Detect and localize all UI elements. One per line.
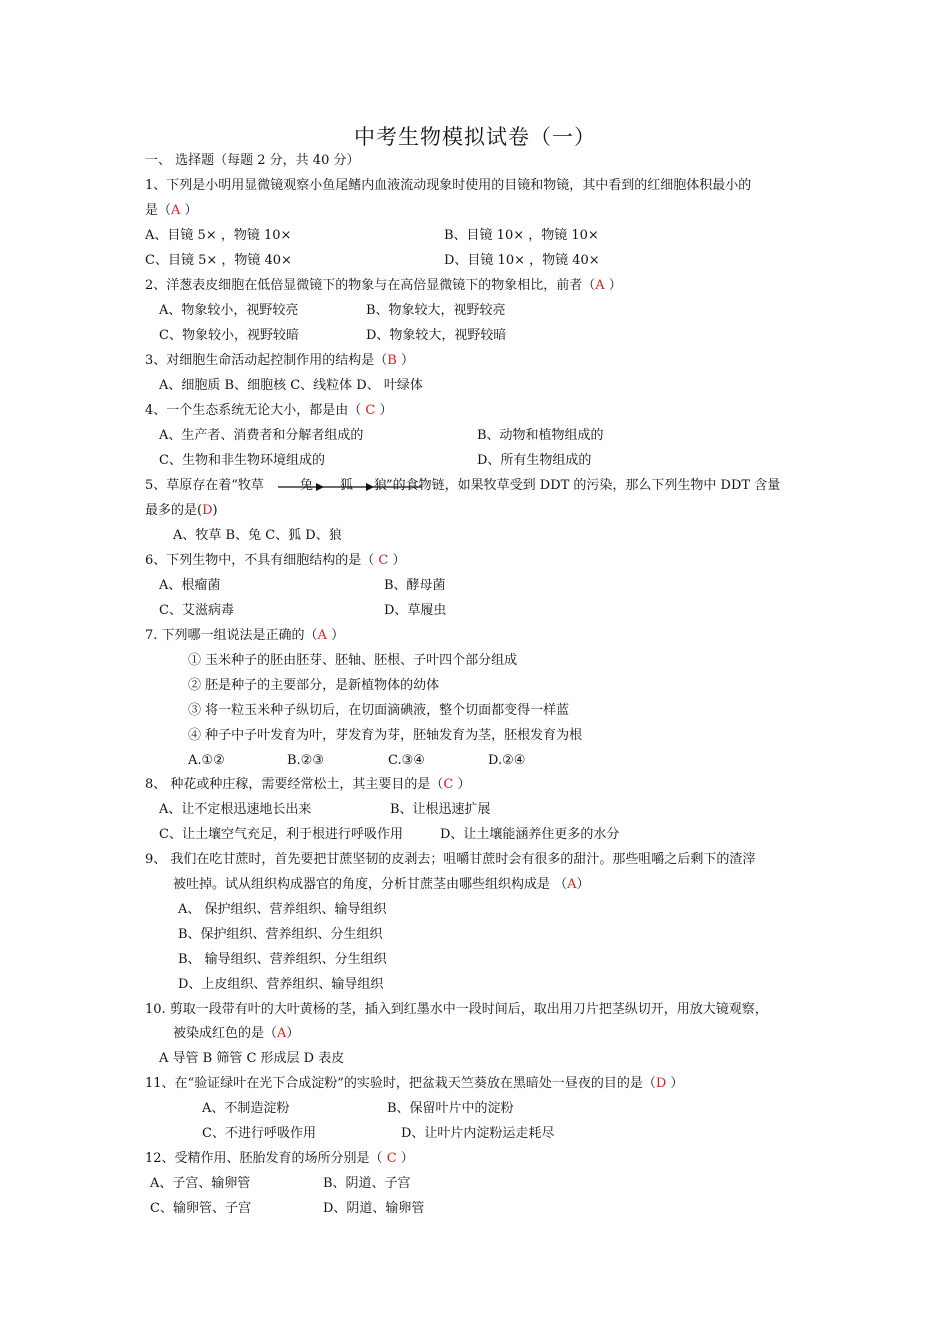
q2-stem: 2、洋葱表皮细胞在低倍显微镜下的物象与在高倍显微镜下的物象相比，前者（A ） xyxy=(145,278,622,293)
q8-answer: C xyxy=(443,777,454,792)
q12-option-c: C、输卵管、子宫 xyxy=(150,1201,251,1216)
q6-answer: C xyxy=(378,553,389,568)
q1-answer: A xyxy=(171,203,181,218)
q9-option-d: D、上皮组织、营养组织、输导组织 xyxy=(178,977,384,992)
q9-stem: 9、 我们在吃甘蔗时，首先要把甘蔗坚韧的皮剥去；咀嚼甘蔗时会有很多的甜汁。那些咀嚼之后剩下的渣滓 xyxy=(145,852,756,867)
q10-options: A 导管 B 筛管 C 形成层 D 表皮 xyxy=(159,1051,345,1066)
q6-stem: 6、下列生物中，不具有细胞结构的是（ C ） xyxy=(145,553,406,568)
q5-answer: D xyxy=(202,503,213,518)
q5-stem-pre: 5、草原存在着“牧草 xyxy=(145,478,264,493)
q4-answer: C xyxy=(365,403,376,418)
q8-option-b: B、让根迅速扩展 xyxy=(390,802,491,817)
q1-option-a: A、目镜 5× ，物镜 10× xyxy=(145,228,292,243)
q3-options: A、细胞质 B、细胞核 C、线粒体 D、 叶绿体 xyxy=(159,378,423,393)
q9-option-c: B、 输导组织、营养组织、分生组织 xyxy=(178,952,387,967)
q8-stem: 8、 种花或种庄稼，需要经常松土，其主要目的是（C ） xyxy=(145,777,471,792)
section-heading: 一、 选择题（每题 2 分，共 40 分） xyxy=(145,153,360,168)
q10-answer: A xyxy=(277,1026,287,1041)
q10-stem: 10. 剪取一段带有叶的大叶黄杨的茎，插入到红墨水中一段时间后，取出用刀片把茎纵切开，用放大镜观察， xyxy=(145,1002,768,1017)
q1-stem: 1、下列是小明用显微镜观察小鱼尾鳍内血液流动现象时使用的目镜和物镜，其中看到的红细胞体积最小的 xyxy=(145,178,752,193)
q7-statement-4: ④ 种子中子叶发育为叶，芽发育为芽，胚轴发育为茎，胚根发育为根 xyxy=(188,728,583,743)
q4-option-a: A、生产者、消费者和分解者组成的 xyxy=(159,428,364,443)
q2-option-b: B、物象较大，视野较亮 xyxy=(366,303,506,318)
q12-answer: C xyxy=(386,1151,397,1166)
q9-answer: A xyxy=(567,877,577,892)
q2-option-c: C、物象较小，视野较暗 xyxy=(159,328,299,343)
q12-option-d: D、阴道、输卵管 xyxy=(323,1201,425,1216)
q1-option-c: C、目镜 5× ，物镜 40× xyxy=(145,253,292,268)
q11-option-b: B、保留叶片中的淀粉 xyxy=(387,1101,514,1116)
q8-option-a: A、让不定根迅速地长出来 xyxy=(159,802,312,817)
q5-chain-wolf: 狼 xyxy=(374,478,388,493)
q1-stem-line2: 是（A ） xyxy=(145,203,198,218)
q11-option-a: A、不制造淀粉 xyxy=(202,1101,290,1116)
q10-stem-line2: 被染成红色的是（A） xyxy=(173,1026,300,1041)
q9-stem-line2: 被吐掉。试从组织构成器官的角度，分析甘蔗茎由哪些组织构成是 （A） xyxy=(173,877,590,892)
q2-answer: A xyxy=(595,278,605,293)
q7-option-d: D.②④ xyxy=(488,753,526,768)
q6-option-a: A、根瘤菌 xyxy=(159,578,221,593)
q7-option-a: A.①② xyxy=(188,753,225,768)
q2-option-d: D、物象较大，视野较暗 xyxy=(366,328,507,343)
q11-option-c: C、不进行呼吸作用 xyxy=(202,1126,316,1141)
q5-stem-post: ”的食物链，如果牧草受到 DDT 的污染，那么下列生物中 DDT 含量 xyxy=(386,478,781,493)
q7-statement-3: ③ 将一粒玉米种子纵切后，在切面滴碘液，整个切面都变得一样蓝 xyxy=(188,703,570,718)
q8-option-d: D、让土壤能涵养住更多的水分 xyxy=(440,827,620,842)
q8-option-c: C、让土壤空气充足，利于根进行呼吸作用 xyxy=(159,827,403,842)
q7-option-c: C.③④ xyxy=(388,753,425,768)
q7-option-b: B.②③ xyxy=(287,753,324,768)
q4-stem: 4、一个生态系统无论大小，都是由（ C ） xyxy=(145,403,393,418)
q3-answer: B xyxy=(387,353,397,368)
q12-stem: 12、受精作用、胚胎发育的场所分别是（ C ） xyxy=(145,1151,414,1166)
q5-options: A、牧草 B、兔 C、狐 D、狼 xyxy=(173,528,342,543)
q11-stem: 11、在“验证绿叶在光下合成淀粉”的实验时，把盆栽天竺葵放在黑暗处一昼夜的目的是（D ） xyxy=(145,1076,684,1091)
q6-option-c: C、艾滋病毒 xyxy=(159,603,234,618)
q3-stem: 3、对细胞生命活动起控制作用的结构是（B ） xyxy=(145,353,414,368)
q5-chain-fox: 狐 xyxy=(340,478,354,493)
q7-answer: A xyxy=(317,628,327,643)
q5-chain-rabbit: 兔 xyxy=(300,478,314,493)
q6-option-b: B、酵母菌 xyxy=(384,578,446,593)
q1-option-d: D、目镜 10× ，物镜 40× xyxy=(444,253,600,268)
q5-stem-line2: 最多的是(D) xyxy=(145,503,218,518)
page-title: 中考生物模拟试卷（一） xyxy=(354,125,596,149)
q4-option-b: B、动物和植物组成的 xyxy=(477,428,604,443)
q4-option-d: D、所有生物组成的 xyxy=(477,453,592,468)
q9-option-b: B、保护组织、营养组织、分生组织 xyxy=(178,927,383,942)
q2-option-a: A、物象较小，视野较亮 xyxy=(159,303,299,318)
q6-option-d: D、草履虫 xyxy=(384,603,447,618)
q12-option-b: B、阴道、子宫 xyxy=(323,1176,411,1191)
q11-answer: D xyxy=(655,1076,667,1091)
q7-statement-2: ② 胚是种子的主要部分，是新植物体的幼体 xyxy=(188,678,440,693)
q9-option-a: A、 保护组织、营养组织、输导组织 xyxy=(178,902,387,917)
q12-option-a: A、子宫、输卵管 xyxy=(150,1176,251,1191)
q1-option-b: B、目镜 10× ，物镜 10× xyxy=(444,228,599,243)
q11-option-d: D、让叶片内淀粉运走耗尽 xyxy=(401,1126,555,1141)
q7-statement-1: ① 玉米种子的胚由胚芽、胚轴、胚根、子叶四个部分组成 xyxy=(188,653,518,668)
q7-stem: 7. 下列哪一组说法是正确的（A ） xyxy=(145,628,345,643)
q4-option-c: C、生物和非生物环境组成的 xyxy=(159,453,325,468)
